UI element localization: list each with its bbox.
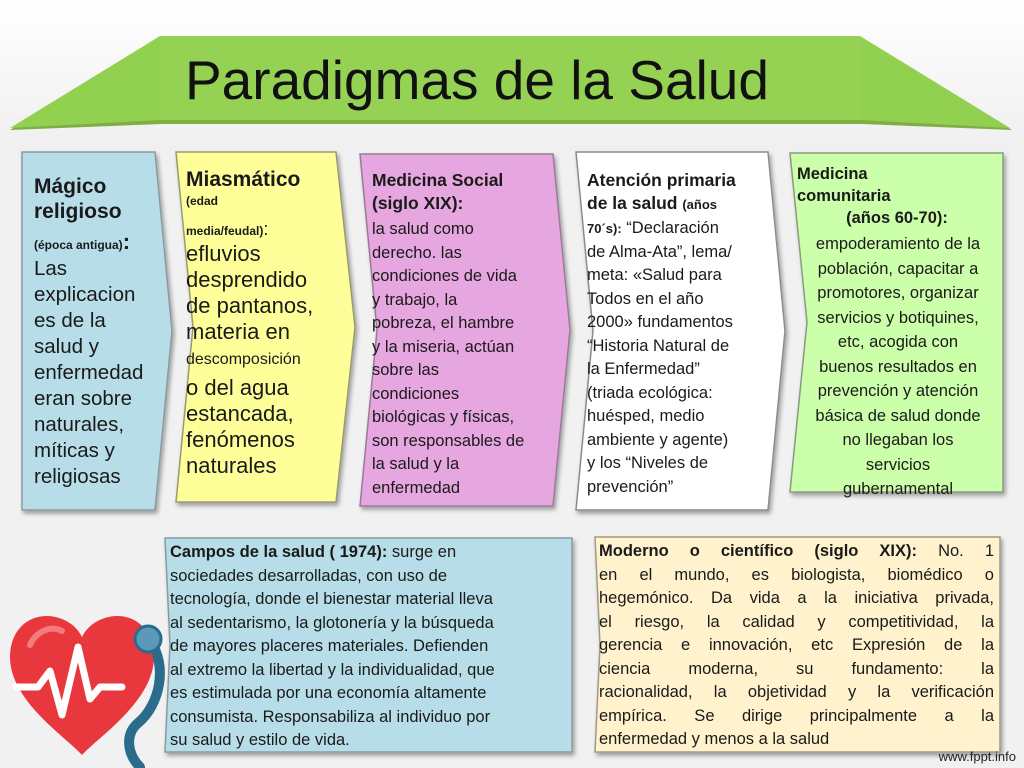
medicina-social-line: son responsables de [372,431,525,450]
medicina-social-line: la salud como [372,220,474,238]
miasmatico-heading: Miasmático [186,168,301,191]
atencion-line: ambiente y agente) [587,430,729,449]
atencion-era-b: 70´s): [587,221,622,236]
atencion-line: 2000» fundamentos [587,313,733,331]
moderno-line: gerencia e innovación, etc Expresión de la [599,636,994,654]
magico-era: (época antigua) [34,238,123,252]
comunitaria-line: buenos resultados en [819,357,977,376]
campos-line: es estimulada por una economía altamente [170,684,487,702]
magico-heading: Mágico [34,175,107,198]
miasmatico-line: estancada, [186,401,294,426]
miasmatico-line: naturales [186,453,277,478]
atencion-line: prevención” [587,477,674,496]
atencion-line: huésped, medio [587,407,705,425]
atencion-heading-row [587,192,717,216]
moderno-line: hegemónico. Da vida a la iniciativa privada, [599,589,994,607]
atencion-line: meta: «Salud para [587,266,722,284]
miasmatico-era-2: media/feudal) [186,224,264,238]
magico-line: es de la [34,309,106,332]
atencion-line: la Enfermedad” [587,360,700,378]
atencion-heading-2: de la salud [587,193,678,213]
miasmatico-body [186,241,313,479]
moderno-first-rest: No. 1 [938,542,994,560]
campos-line: su salud y estilo de vida. [170,731,350,749]
magico-era-row [34,229,130,255]
moderno-line-1 [599,540,994,564]
comunitaria-body [792,232,1004,502]
heart-stethoscope-icon [0,605,170,768]
magico-line: salud y [34,335,99,358]
medicina-social-line: y la miseria, actúan [372,337,515,356]
miasmatico-line: efluvios [186,241,261,266]
campos-line: sociedades desarrolladas, con uso de [170,566,448,585]
comunitaria-line: etc, acogida con [837,333,959,351]
comunitaria-heading-2: comunitaria [797,187,891,205]
campos-line: consumista. Responsabiliza al individuo por [170,707,491,726]
campos-text [170,541,568,753]
medicina-social-line: y trabajo, la [372,290,458,309]
miasmatico-line-small: descomposición [186,351,301,368]
comunitaria-line: servicios [865,455,931,474]
miasmatico-line: materia en [186,319,290,344]
comunitaria-line: gubernamental [842,480,954,498]
atencion-era-a: (años [682,197,717,212]
atencion-line: de Alma-Ata”, lema/ [587,242,732,261]
campos-heading: Campos de la salud ( 1974): [170,543,388,561]
comunitaria-line: servicios y botiquines, [817,308,979,327]
magico-colon: : [122,229,131,254]
atencion-line-1 [587,217,733,241]
atencion-line-1-rest: “Declaración [626,219,719,237]
moderno-last-line: enfermedad y menos a la salud [599,730,830,748]
medicina-social-heading-1: Medicina Social [372,170,504,190]
magico-line: explicacion [34,283,136,306]
magico-line: naturales, [34,413,125,436]
miasmatico-era-row [186,219,268,240]
atencion-line: “Historia Natural de [587,336,730,355]
comunitaria-heading-1: Medicina [797,165,868,183]
campos-line: tecnología, donde el bienestar material lleva [170,590,493,608]
miasmatico-line: de pantanos, [186,293,314,318]
medicina-social-line: la salud y la [372,455,460,473]
magico-line: eran sobre [34,387,133,410]
atencion-line: Todos en el año [587,289,704,308]
comunitaria-line: población, capacitar a [817,259,979,278]
atencion-heading-1: Atención primaria [587,170,736,190]
medicina-social-line: pobreza, el hambre [372,314,515,332]
page-title: Paradigmas de la Salud [185,49,769,111]
comunitaria-era: (años 60-70): [846,209,948,227]
atencion-body [587,217,733,499]
medicina-social-line: condiciones de vida [372,267,517,285]
magico-line: enfermedad [34,361,144,384]
medicina-social-body [372,218,524,500]
comunitaria-line: básica de salud donde [815,406,981,425]
footer-url: www.fppt.info [938,749,1016,764]
moderno-line: ciencia moderna, su fundamento: la [599,659,994,678]
magico-line: religiosas [34,465,121,488]
comunitaria-heading [797,163,891,207]
moderno-line: en el mundo, es biologista, biomédico o [599,565,994,584]
moderno-heading: Moderno o científico [599,542,794,560]
magico-line: míticas y [34,439,115,462]
campos-line-1 [170,541,568,565]
medicina-social-heading-2: (siglo XIX): [372,193,464,213]
campos-line: de mayores placeres materiales. Defienden [170,637,489,655]
medicina-social-line: derecho. las [372,243,462,262]
campos-first-rest: surge en [387,543,457,561]
comunitaria-line: no llegaban los [842,431,954,449]
medicina-social-line: condiciones [372,384,460,403]
atencion-line: y los “Niveles de [587,454,709,472]
medicina-social-heading [372,169,503,215]
miasmatico-line: desprendido [186,267,308,292]
magico-body [34,256,143,490]
moderno-text [599,540,994,752]
miasmatico-era-1: (edad [186,194,219,208]
medicina-social-line: sobre las [372,361,439,379]
medicina-social-line: biológicas y físicas, [372,408,515,426]
moderno-line: empírica. Se dirige principalmente a la [599,706,994,725]
comunitaria-line: prevención y atención [817,382,979,400]
comunitaria-line: empoderamiento de la [815,235,981,253]
magico-heading-2: religioso [34,200,122,223]
miasmatico-line: o del agua [186,375,289,400]
atencion-line: (triada ecológica: [587,383,713,402]
moderno-line: racionalidad, la objetividad y la verificación [599,683,994,701]
campos-line: al sedentarismo, la glotonería y la búsqueda [170,613,494,632]
comunitaria-line: promotores, organizar [817,284,979,302]
magico-line: Las [34,257,68,280]
miasmatico-line: fenómenos [186,427,295,452]
moderno-line: el riesgo, la calidad y competitividad, la [599,612,994,631]
medicina-social-line: enfermedad [372,478,461,497]
miasmatico-colon: : [263,219,269,239]
campos-line: al extremo la libertad y la individualidad, que [170,660,495,679]
moderno-era: (siglo XIX): [814,542,918,560]
